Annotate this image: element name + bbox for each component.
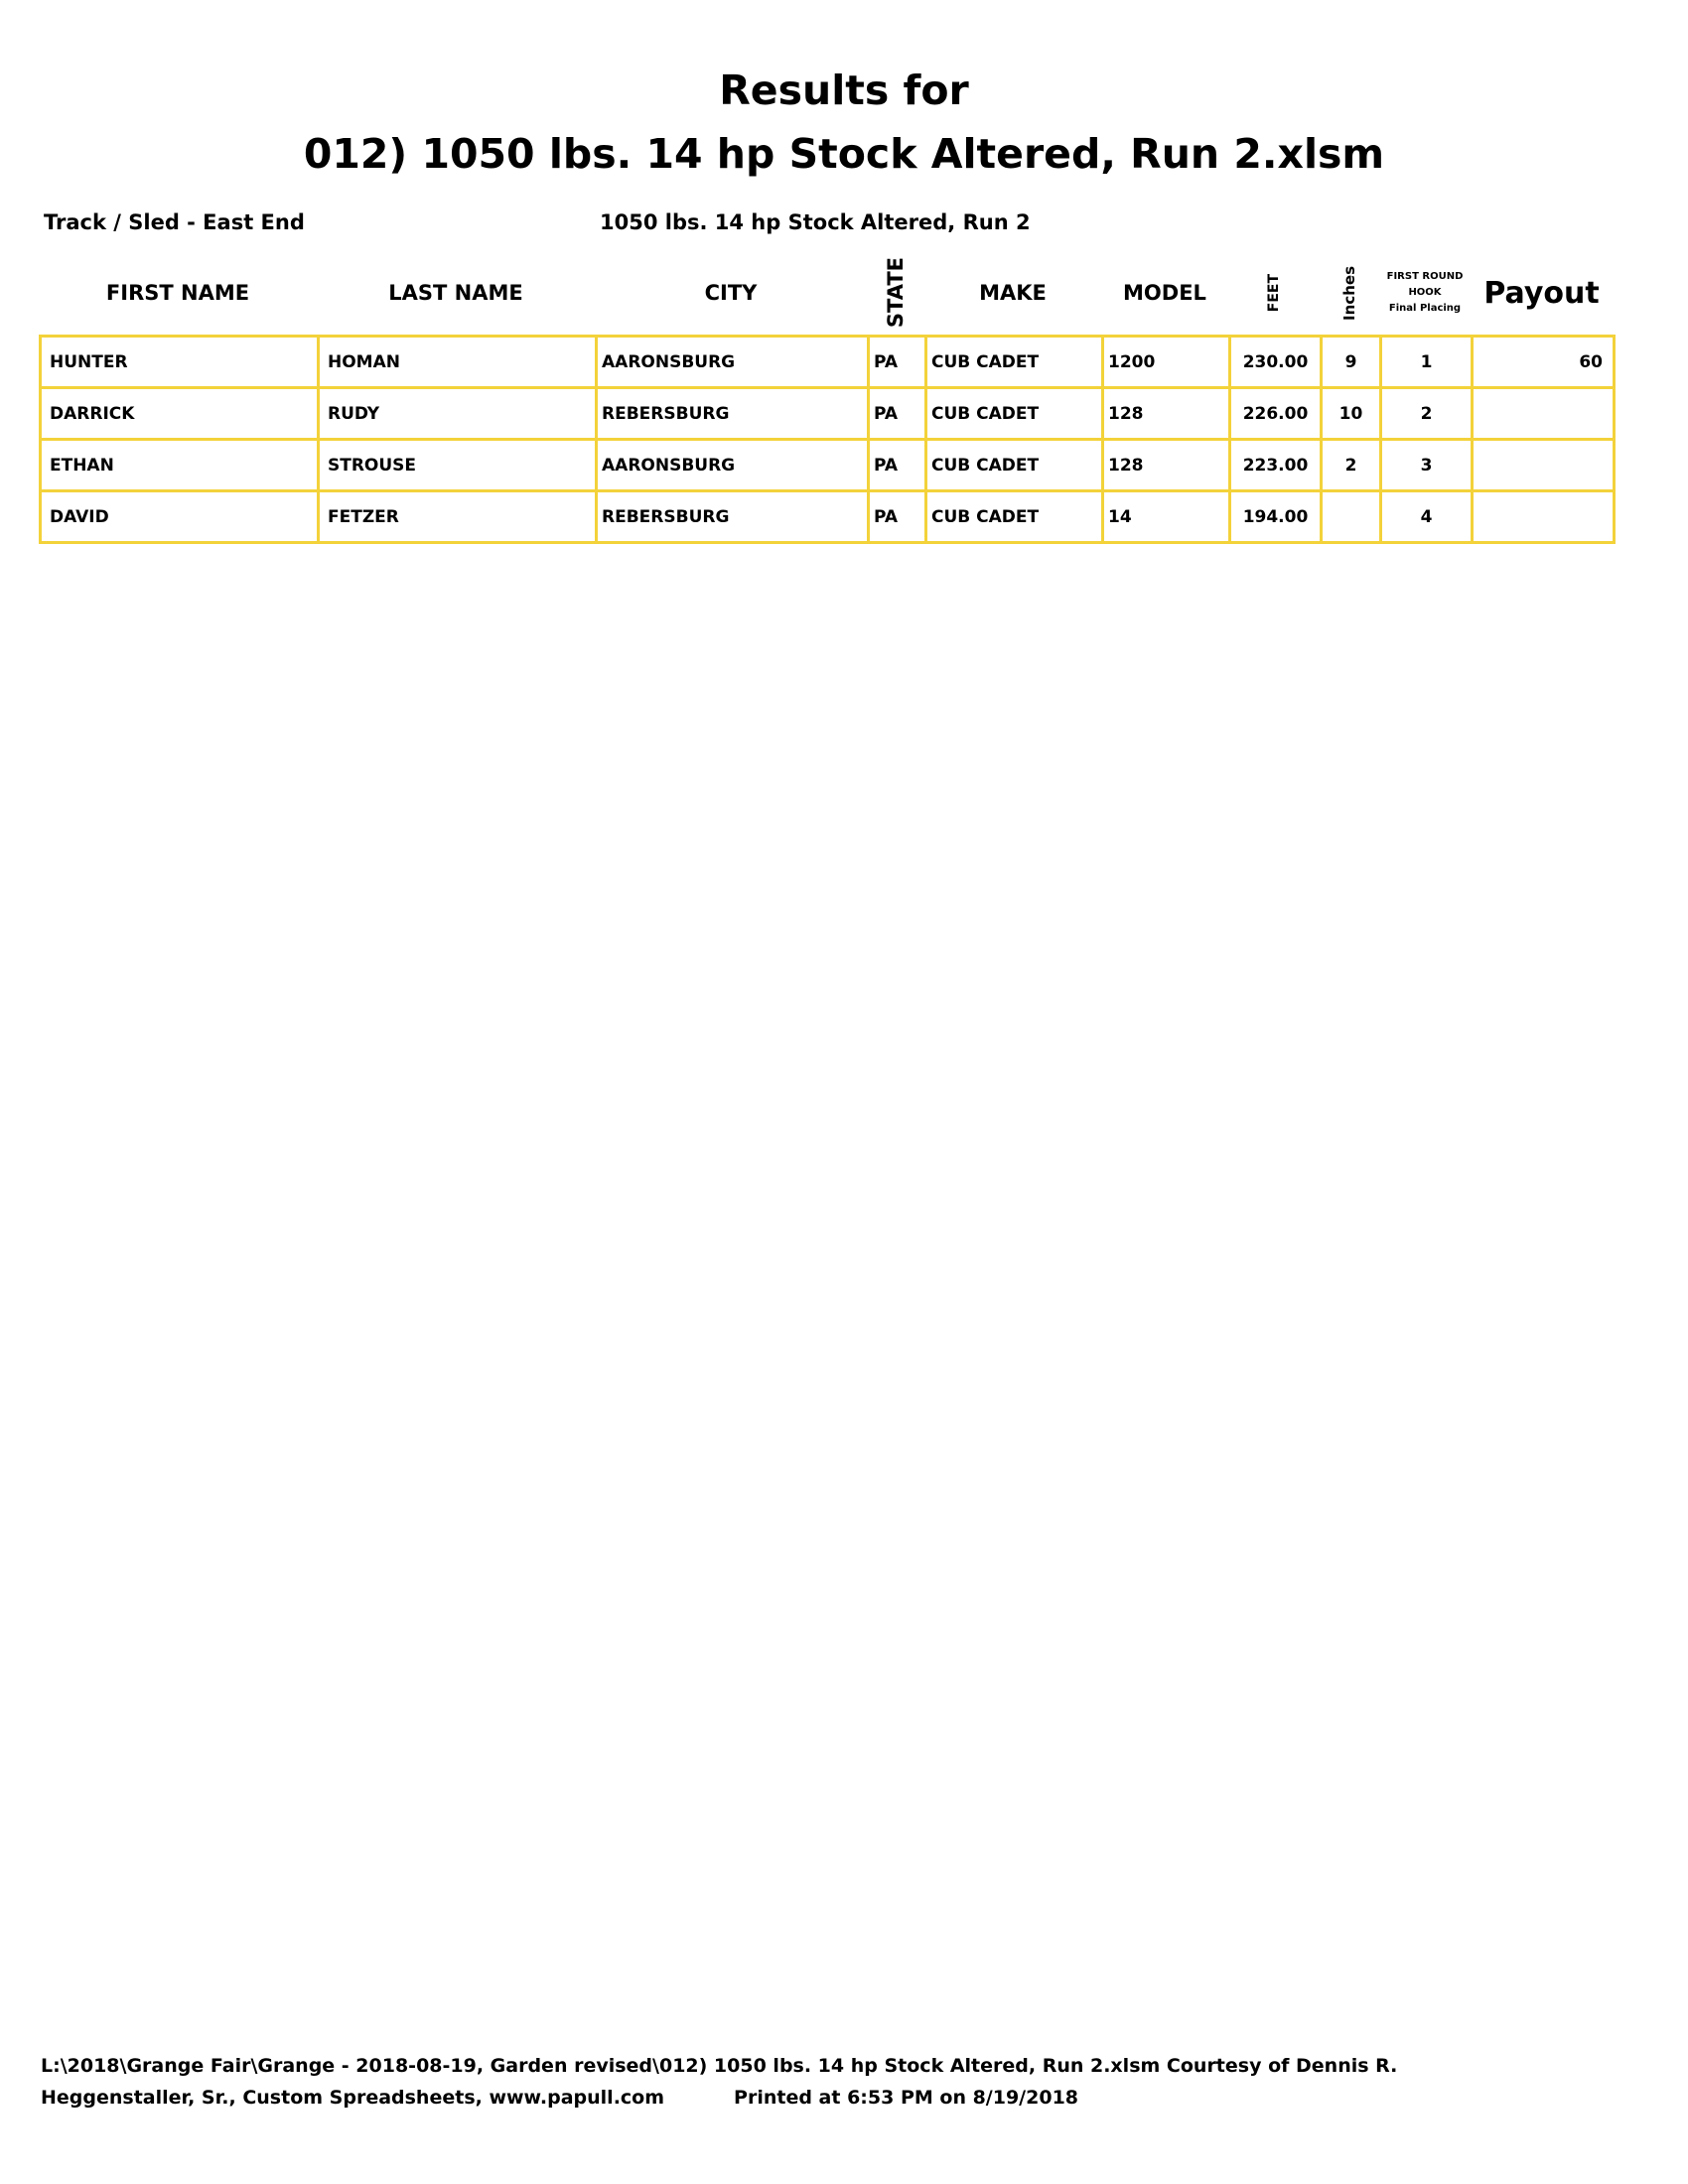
cell-first-name: DAVID: [41, 491, 319, 543]
cell-first-name: HUNTER: [41, 337, 319, 388]
cell-make: CUB CADET: [926, 388, 1103, 440]
cell-last-name: STROUSE: [319, 440, 597, 491]
table-row: [41, 440, 1615, 491]
footer-printed-time: Printed at 6:53 PM on 8/19/2018: [734, 2087, 1079, 2109]
header-last-name: LAST NAME: [388, 281, 523, 305]
cell-state: PA: [869, 337, 926, 388]
table-row: [41, 388, 1615, 440]
cell-last-name: RUDY: [319, 388, 597, 440]
cell-first-name: ETHAN: [41, 440, 319, 491]
cell-inches: 2: [1322, 440, 1381, 491]
cell-city: AARONSBURG: [597, 440, 869, 491]
cell-feet: 223.00: [1230, 440, 1322, 491]
cell-last-name: FETZER: [319, 491, 597, 543]
header-make: MAKE: [979, 281, 1047, 305]
cell-model: 128: [1103, 440, 1230, 491]
cell-last-name: HOMAN: [319, 337, 597, 388]
cell-payout: [1473, 440, 1615, 491]
table-row: [41, 337, 1615, 388]
table-row: [41, 491, 1615, 543]
cell-city: AARONSBURG: [597, 337, 869, 388]
class-label: 1050 lbs. 14 hp Stock Altered, Run 2: [600, 210, 1031, 234]
header-first-name: FIRST NAME: [105, 281, 250, 305]
cell-place: 3: [1381, 440, 1473, 491]
cell-state: PA: [869, 491, 926, 543]
cell-city: REBERSBURG: [597, 491, 869, 543]
cell-model: 128: [1103, 388, 1230, 440]
header-inches: Inches: [1340, 265, 1358, 321]
cell-first-name: DARRICK: [41, 388, 319, 440]
cell-place: 1: [1381, 337, 1473, 388]
cell-make: CUB CADET: [926, 337, 1103, 388]
cell-inches: [1322, 491, 1381, 543]
cell-payout: [1473, 491, 1615, 543]
footer-file-path: L:\2018\Grange Fair\Grange - 2018-08-19, Garden revised\012) 1050 lbs. 14 hp Stock Altered, Run 2.xlsm Courtesy of Dennis R.: [41, 2055, 1398, 2077]
cell-place: 4: [1381, 491, 1473, 543]
cell-inches: 9: [1322, 337, 1381, 388]
header-payout: Payout: [1483, 275, 1600, 311]
footer-courtesy: Heggenstaller, Sr., Custom Spreadsheets, www.papull.com: [41, 2087, 665, 2109]
cell-model: 1200: [1103, 337, 1230, 388]
footer-credits: [41, 2087, 1078, 2109]
cell-make: CUB CADET: [926, 440, 1103, 491]
cell-feet: 230.00: [1230, 337, 1322, 388]
track-label: Track / Sled - East End: [44, 210, 305, 234]
header-hook-placing: FIRST ROUND HOOK Final Placing: [1386, 271, 1464, 314]
cell-city: REBERSBURG: [597, 388, 869, 440]
cell-state: PA: [869, 388, 926, 440]
cell-model: 14: [1103, 491, 1230, 543]
header-state: STATE: [884, 257, 908, 329]
page-title: Results for: [719, 67, 969, 114]
header-feet: FEET: [1266, 273, 1282, 313]
page-subtitle-file: 012) 1050 lbs. 14 hp Stock Altered, Run 2.xlsm: [303, 130, 1385, 178]
cell-feet: 194.00: [1230, 491, 1322, 543]
cell-payout: [1473, 388, 1615, 440]
cell-make: CUB CADET: [926, 491, 1103, 543]
cell-state: PA: [869, 440, 926, 491]
results-table: [39, 335, 1616, 544]
cell-inches: 10: [1322, 388, 1381, 440]
header-city: CITY: [704, 281, 758, 305]
header-model: MODEL: [1123, 281, 1206, 305]
cell-feet: 226.00: [1230, 388, 1322, 440]
cell-place: 2: [1381, 388, 1473, 440]
cell-payout: 60: [1473, 337, 1615, 388]
